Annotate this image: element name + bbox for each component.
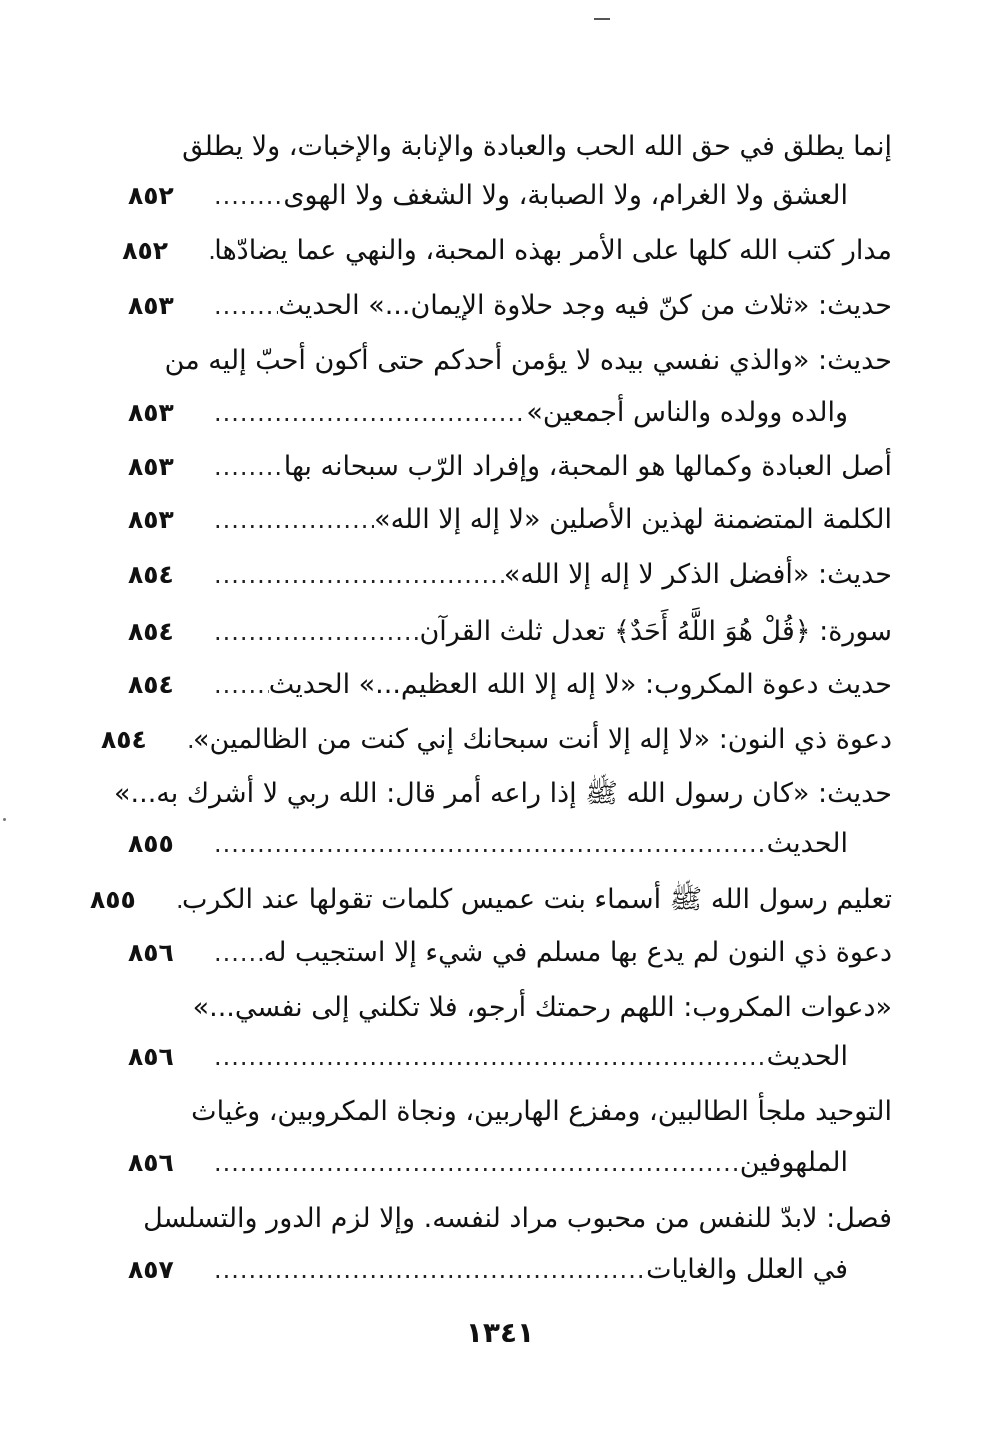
toc-entry bbox=[128, 1143, 848, 1183]
page-number: ١٣٤١ bbox=[465, 1316, 535, 1349]
toc-entry bbox=[182, 127, 892, 167]
dot-leader bbox=[208, 555, 504, 595]
toc-entry bbox=[101, 720, 892, 760]
toc-entry-text: الحديث bbox=[766, 1041, 848, 1072]
toc-entry bbox=[128, 286, 892, 326]
toc-entry bbox=[122, 231, 892, 271]
toc-page-number: ٨٥٥ bbox=[90, 885, 136, 914]
toc-entry-text: الكلمة المتضمنة لهذين الأصلين «لا إله إلا الله» bbox=[374, 504, 892, 535]
toc-entry-text: دعوة ذي النون: «لا إله إلا أنت سبحانك إني كنت من الظالمين» bbox=[193, 724, 892, 755]
toc-entry-text: العشق ولا الغرام، ولا الصبابة، ولا الشغف ولا الهوى bbox=[283, 180, 848, 211]
toc-entry-text: حديث: «ثلاث من كنّ فيه وجد حلاوة الإيمان...» الحديث bbox=[278, 290, 892, 321]
toc-page-number: ٨٥٣ bbox=[128, 291, 174, 320]
dot-leader bbox=[208, 286, 278, 326]
dot-leader bbox=[170, 880, 182, 920]
dot-leader bbox=[208, 665, 269, 705]
dot-leader bbox=[181, 720, 193, 760]
toc-page-number: ٨٥٧ bbox=[128, 1255, 174, 1284]
toc-page-number: ٨٥٢ bbox=[128, 181, 174, 210]
toc-entry-text: مدار كتب الله كلها على الأمر بهذه المحبة، والنهي عما يضادّها bbox=[214, 235, 892, 266]
toc-page-number: ٨٥٢ bbox=[122, 236, 168, 265]
toc-page-number: ٨٥٦ bbox=[128, 938, 174, 967]
toc-entry bbox=[128, 176, 848, 216]
toc-entry bbox=[128, 500, 892, 540]
toc-entry bbox=[128, 612, 892, 652]
toc-entry-text: والده وولده والناس أجمعين» bbox=[526, 397, 848, 428]
dot-leader bbox=[202, 231, 214, 271]
toc-entry-text: أصل العبادة وكمالها هو المحبة، وإفراد الرّب سبحانه بها bbox=[283, 451, 892, 482]
toc-page-number: ٨٥٦ bbox=[128, 1042, 174, 1071]
toc-entry-text: الحديث bbox=[766, 828, 848, 859]
dot-leader bbox=[208, 612, 419, 652]
toc-entry-text: دعوة ذي النون لم يدع بها مسلم في شيء إلا استجيب له bbox=[263, 937, 892, 968]
toc-entry bbox=[128, 824, 848, 864]
toc-entry bbox=[191, 1092, 892, 1132]
toc-entry-text: تعليم رسول الله ﷺ أسماء بنت عميس كلمات تقولها عند الكرب bbox=[182, 884, 892, 915]
toc-entry-text: التوحيد ملجأ الطالبين، ومفزع الهاربين، ونجاة المكروبين، وغياث bbox=[191, 1096, 892, 1127]
dot-leader bbox=[208, 1143, 740, 1183]
dot-leader bbox=[208, 447, 284, 487]
toc-entry bbox=[128, 555, 892, 595]
toc-entry-text: حديث: «أفضل الذكر لا إله إلا الله» bbox=[503, 559, 892, 590]
toc-entry-text: إنما يطلق في حق الله الحب والعبادة والإنابة والإخبات، ولا يطلق bbox=[182, 131, 892, 162]
toc-entry bbox=[164, 341, 892, 381]
toc-entry-text: حديث: «كان رسول الله ﷺ إذا راعه أمر قال: الله ربي لا أشرك به...» bbox=[114, 778, 892, 809]
toc-entry-text: فصل: لابدّ للنفس من محبوب مراد لنفسه. وإلا لزم الدور والتسلسل bbox=[143, 1203, 892, 1234]
toc-page-number: ٨٥٤ bbox=[128, 617, 174, 646]
toc-entry bbox=[128, 393, 848, 433]
toc-entry bbox=[143, 1199, 892, 1239]
toc-page-number: ٨٥٤ bbox=[128, 560, 174, 589]
toc-entry bbox=[128, 447, 892, 487]
toc-page-number: ٨٥٣ bbox=[128, 398, 174, 427]
toc-entry bbox=[114, 774, 892, 814]
dot-leader bbox=[208, 1037, 767, 1077]
dot-leader bbox=[208, 933, 264, 973]
toc-entry-text: حديث دعوة المكروب: «لا إله إلا الله العظيم...» الحديث bbox=[268, 669, 892, 700]
toc-entry bbox=[128, 1250, 848, 1290]
toc-page-number: ٨٥٤ bbox=[128, 670, 174, 699]
toc-page-number: ٨٥٤ bbox=[101, 725, 147, 754]
dot-leader bbox=[208, 393, 526, 433]
toc-entry-text: حديث: «والذي نفسي بيده لا يؤمن أحدكم حتى أكون أحبّ إليه من bbox=[164, 345, 892, 376]
dot-leader bbox=[208, 500, 374, 540]
dot-leader bbox=[208, 176, 283, 216]
toc-entry bbox=[128, 933, 892, 973]
toc-entry-text: في العلل والغايات bbox=[646, 1254, 848, 1285]
toc-entry-text: سورة: ﴿قُلْ هُوَ اللَّهُ أَحَدٌ﴾ تعدل ثلث القرآن bbox=[419, 616, 892, 647]
dot-leader bbox=[208, 824, 767, 864]
toc-page-number: ٨٥٦ bbox=[128, 1148, 174, 1177]
toc-page-number: ٨٥٣ bbox=[128, 505, 174, 534]
toc-entry bbox=[90, 880, 892, 920]
toc-page-number: ٨٥٣ bbox=[128, 452, 174, 481]
toc-entry bbox=[128, 1037, 848, 1077]
toc-page-number: ٨٥٥ bbox=[128, 829, 174, 858]
toc-entry-text: الملهوفين bbox=[739, 1147, 848, 1178]
toc-entry-text: «دعوات المكروب: اللهم رحمتك أرجو، فلا تكلني إلى نفسي...» bbox=[192, 992, 892, 1023]
toc-entry bbox=[192, 988, 892, 1028]
dot-leader bbox=[208, 1250, 646, 1290]
toc-entry bbox=[128, 665, 892, 705]
